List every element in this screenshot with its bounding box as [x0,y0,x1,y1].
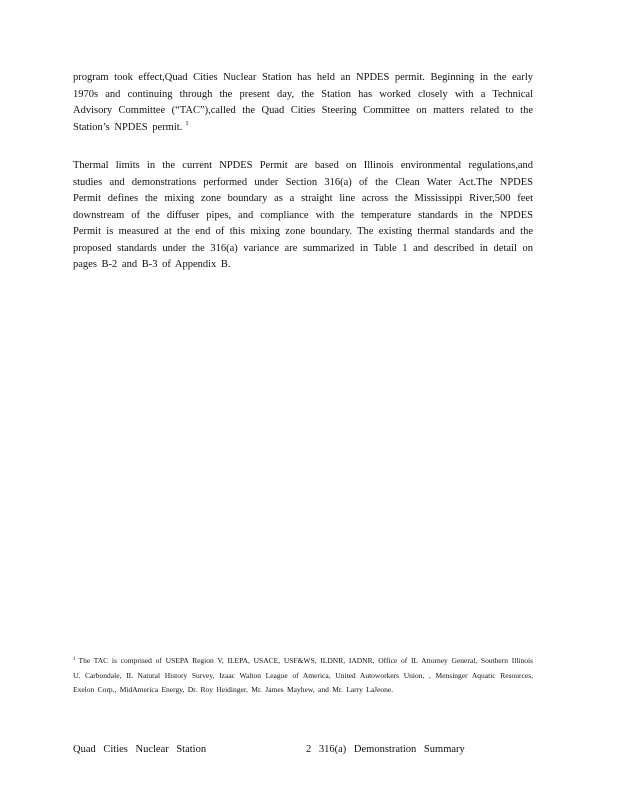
footnote-text: The TAC is comprised of USEPA Region V, ILEPA, USACE, USF&WS, ILDNR, IADNR, Office of IL Attorney General, Southern Illinois U. Carbondale, IL Natural History Survey, Izaac Walton League of America, United Autoworkers Union, , Mensinger Aquatic Resources, Exelon Corp., MidAmerica Energy, Dr. Roy Heidinger, Mr. James Mayhew, and Mr. Larry LaJeone. [73,656,533,694]
body-paragraph-1 [73,70,533,136]
body-paragraph-1-text: program took effect,Quad Cities Nuclear Station has held an NPDES permit. Beginning in the early 1970s and continuing through the present day, the Station has worked closely with a Technical Advisory Committee (“TAC”),called the Quad Cities Steering Committee on matters related to the Station’s NPDES permit. [73,72,533,133]
footer-right: 2 316(a) Demonstration Summary [306,744,465,755]
footer-left: Quad Cities Nuclear Station [73,744,207,755]
body-paragraph-2: Thermal limits in the current NPDES Permit are based on Illinois environmental regulations,and studies and demonstrations performed under Section 316(a) of the Clean Water Act.The NPDES Permit defines the mixing zone boundary as a straight line across the Mississippi River,500 feet downstream of the diffuser pipes, and compliance with the temperature standards in the NPDES Permit is measured at the end of this mixing zone boundary. The existing thermal standards and the proposed standards under the 316(a) variance are summarized in Table 1 and described in detail on pages B-2 and B-3 of Appendix B. [73,160,533,270]
footnote-marker: 1 [73,656,76,662]
footnote [73,654,533,698]
footnote-reference: 1 [185,120,189,127]
